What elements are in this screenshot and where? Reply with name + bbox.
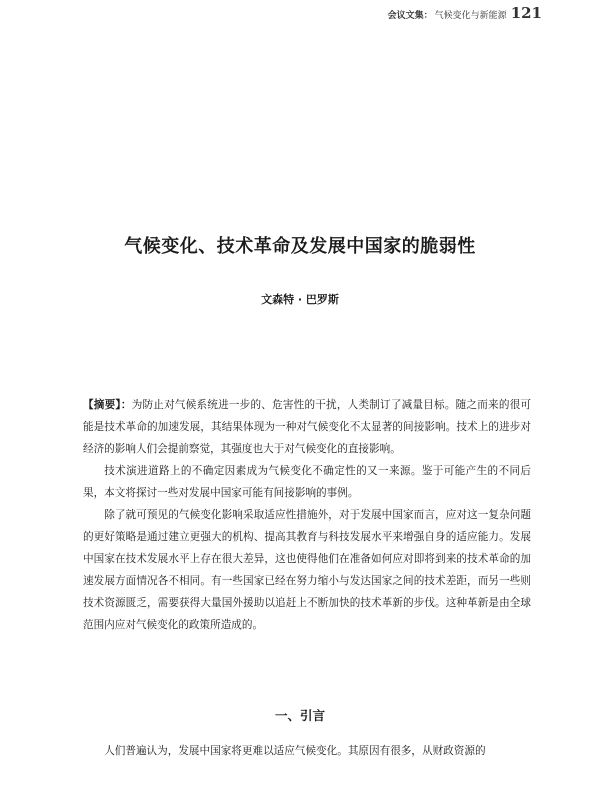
author-name: 文森特 · 巴罗斯 bbox=[261, 293, 339, 306]
header-running-title: 气候变化与新能源 bbox=[434, 11, 507, 21]
abstract-paragraph-3: 除了就可预见的气候变化影响采取适应性措施外，对于发展中国家而言，应对这一复杂问题的更好策略是通过建立更强大的机构、提高其教育与科技发展水平来增强自身的适应能力。发展中国家在技术发展水平上存在很大差异，这也使得他们在准备如何应对即将到来的技术革命的加速发展方面情况各不相同。有一些国家已经在努力缩小与发达国家之间的技术差距，而另一些则技术资源匮乏，需要获得大量国外援助以追赶上不断加快的技术革新的步伐。这种革新是由全球范围内应对气候变化的政策所造成的。 bbox=[83, 509, 531, 631]
intro-body bbox=[83, 740, 531, 762]
intro-paragraph: 人们普遍认为，发展中国家将更难以适应气候变化。其原因有很多，从财政资源的 bbox=[104, 745, 486, 757]
abstract-paragraph-2: 技术演进道路上的不确定因素成为气候变化不确定性的又一来源。鉴于可能产生的不同后果，本文将探讨一些对发展中国家可能有间接影响的事例。 bbox=[83, 465, 531, 499]
article-title: 气候变化、技术革命及发展中国家的脆弱性 bbox=[124, 236, 476, 257]
header-series: 会议文集： bbox=[387, 11, 433, 21]
abstract-label: 【摘要】： bbox=[83, 399, 132, 411]
abstract-text-1: 为防止对气候系统进一步的、危害性的干扰，人类制订了减量目标。随之而来的很可能是技术革命的加速发展，其结果体现为一种对气候变化不太显著的间接影响。技术上的进步对经济的影响人们会提前察觉，其强度也大于对气候变化的直接影响。 bbox=[83, 399, 532, 455]
page-number: 121 bbox=[510, 4, 542, 22]
abstract bbox=[83, 394, 531, 636]
running-header bbox=[388, 4, 542, 22]
section-heading: 一、引言 bbox=[274, 708, 325, 723]
abstract-paragraph-1 bbox=[83, 394, 531, 460]
